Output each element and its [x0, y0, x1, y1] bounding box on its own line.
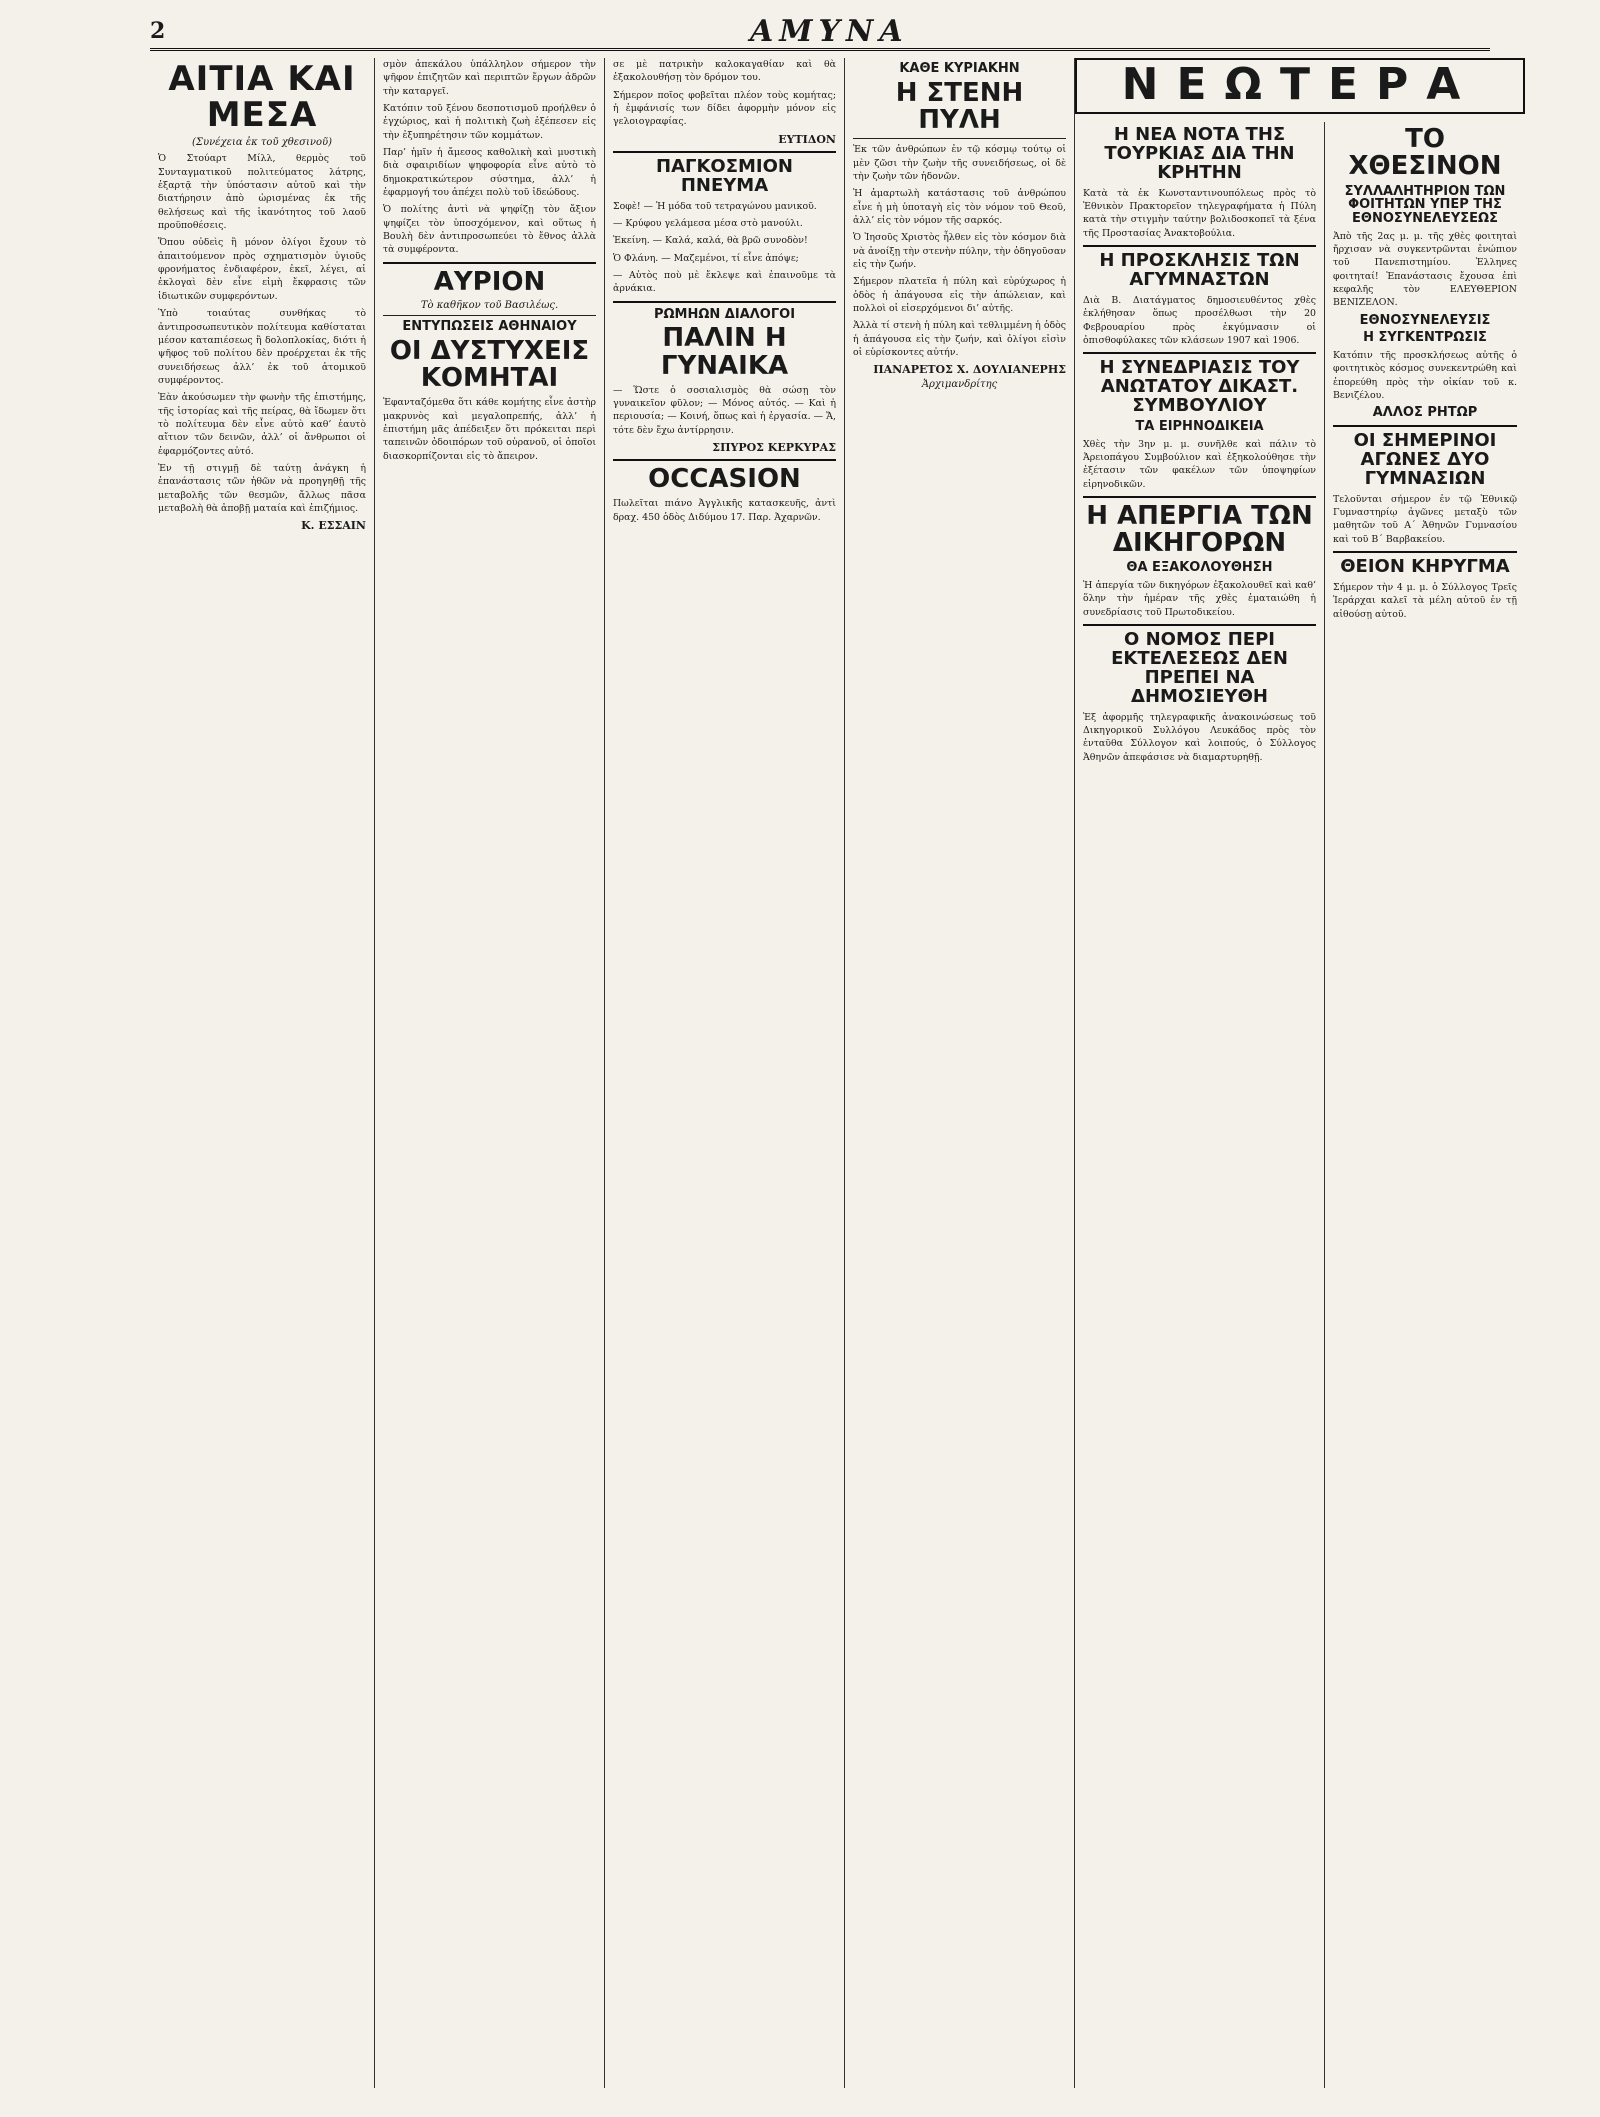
story-subhead: ΕΘΝΟΣΥΝΕΛΕΥΣΙΣ: [1359, 312, 1491, 328]
dialogue-line: Ὁ Φλάνη. — Μαζεμένοι, τί εἶνε ἀπόψε;: [613, 252, 799, 264]
ad-text: Πωλεῖται πιάνο Ἀγγλικῆς κατασκευῆς, ἀντὶ δραχ. 450 ὁδὸς Διδύμου 17. Παρ. Ἀχαρνῶν.: [613, 498, 836, 523]
dialogue-line: Ἐκείνη. — Καλά, καλά, θὰ βρῶ συνοδὸν!: [613, 235, 808, 247]
column-title: ΠΑΛΙΝ Η ΓΥΝΑΙΚΑ: [660, 323, 789, 381]
paragraph: Ὑπὸ τοιαύτας συνθήκας τὸ ἀντιπροσωπευτικὸν πολίτευμα καθίσταται μέσον καταπιέσεως ἢ δολοπλοκίας, διότι ἡ ψῆφος τοῦ πολίτου δὲν προέρχεται ἐκ τῆς συνειδήσεως ἀλλ’ ἐκ τοῦ ἀτομικοῦ συμφέροντος.: [158, 308, 366, 386]
notice-text: Τὸ καθῆκον τοῦ Βασιλέως.: [420, 300, 559, 312]
paragraph: Σήμερον τὴν 4 μ. μ. ὁ Σύλλογος Τρεῖς Ἱεράρχαι καλεῖ τὰ μέλη αὐτοῦ ἐν τῇ αἰθούσῃ αὐτοῦ.: [1333, 581, 1517, 620]
ad-title: OCCASION: [648, 464, 801, 495]
paragraph: σμὸν ἀπεκάλου ὑπάλληλον σήμερον τὴν ψῆφον ἐπιζητῶν καὶ περιπτῶν ἔργων ἀδρῶν τὴν καταργεῖ.: [383, 59, 596, 97]
paragraph: — Ὥστε ὁ σοσιαλισμὸς θὰ σώσῃ τὸν γυναικεῖον φῦλον; — Μόνος αὐτός. — Καὶ ἡ περιουσία; — Κοινή, ὅπως καὶ ἡ ἐργασία. — Ἄ, τότε δὲν ἔχω ἀντίρρησιν.: [613, 384, 836, 436]
story-title: Η ΝΕΑ ΝΟΤΑ ΤΗΣ ΤΟΥΡΚΙΑΣ ΔΙΑ ΤΗΝ ΚΡΗΤΗΝ: [1104, 124, 1295, 183]
paragraph: Ἡ ἁμαρτωλὴ κατάστασις τοῦ ἀνθρώπου εἶνε ἡ μὴ ὑποταγὴ εἰς τὸν νόμον τοῦ Θεοῦ, ἀλλ’ εἰς τὸν νόμον τῆς σαρκός.: [853, 188, 1066, 226]
dialogue-line: — Αὐτὸς ποὺ μὲ ἔκλεψε καὶ ἐπαινοῦμε τὰ ἀρνάκια.: [613, 269, 836, 295]
story-title: Η ΠΡΟΣΚΛΗΣΙΣ ΤΩΝ ΑΓΥΜΝΑΣΤΩΝ: [1099, 250, 1300, 290]
feature-title: ΟΙ ΔΥΣΤΥΧΕΙΣ ΚΟΜΗΤΑΙ: [389, 335, 590, 394]
signature: ΠΑΝΑΡΕΤΟΣ Χ. ΔΟΥΛΙΑΝΕΡΗΣ: [873, 363, 1066, 377]
paragraph: Κατόπιν τοῦ ξένου δεσποτισμοῦ προήλθεν ὁ ἐγχώριος, καὶ ἡ πολιτικὴ ζωὴ ἐξέπεσεν εἰς τὴν ἐξυπηρέτησιν τῶν κομμάτων.: [383, 103, 596, 141]
divider: [1083, 352, 1316, 354]
story-subtitle: ΘΑ ΕΞΑΚΟΛΟΥΘΗΣΗ: [1126, 560, 1273, 576]
masthead: [150, 14, 1490, 51]
story-title: Η ΑΠΕΡΓΙΑ ΤΩΝ ΔΙΚΗΓΟΡΩΝ: [1086, 500, 1313, 559]
paragraph: Ὅπου οὐδεὶς ἢ μόνον ὀλίγοι ἔχουν τὸ ἀπαιτούμενον πρὸς σχηματισμὸν ὑγιοῦς φρονήματος ἐνδιαφέρον, ἐκεῖ, λέγει, αἱ ἐκλογαὶ δὲν εἶνε εἰμὴ ἔκφρασις τῶν ἰδιωτικῶν συμφερόντων.: [158, 237, 366, 302]
story-subhead: Η ΣΥΓΚΕΝΤΡΩΣΙΣ: [1363, 330, 1487, 346]
paragraph: Ἐφανταζόμεθα ὅτι κάθε κομήτης εἶνε ἀστὴρ μακρυνὸς καὶ μεγαλοπρεπής, ἀλλ’ ἡ ἐπιστήμη μᾶς ἀπέδειξεν ὅτι πρόκειται περὶ ταπεινῶν ὁδοιπόρων τοῦ οὐρανοῦ, οἱ ὁποῖοι διασκορπίζονται εἰς τὸ ἄπειρον.: [383, 397, 596, 462]
signature-role: Ἀρχιμανδρίτης: [921, 379, 998, 391]
dialogue-line: — Κρύφου γελάμεσα μέσα στὸ μανούλι.: [613, 217, 803, 229]
story-subtitle: ΤΑ ΕΙΡΗΝΟΔΙΚΕΙΑ: [1135, 418, 1264, 434]
divider: [613, 301, 836, 303]
article-title: Η ΣΤΕΝΗ ΠΥΛΗ: [895, 77, 1024, 135]
divider: [613, 151, 836, 153]
dialogue-line: Σοφὲ! — Ἡ μόδα τοῦ τετραγώνου μανικοῦ.: [613, 200, 817, 212]
article-kicker: ΚΑΘΕ ΚΥΡΙΑΚΗΝ: [899, 61, 1020, 76]
story-title: ΟΙ ΣΗΜΕΡΙΝΟΙ ΑΓΩΝΕΣ ΔΥΟ ΓΥΜΝΑΣΙΩΝ: [1353, 429, 1497, 489]
paragraph: Κατὰ τὰ ἐκ Κωνσταντινουπόλεως πρὸς τὸ Ἐθνικὸν Πρακτορεῖον τηλεγραφήματα ἡ Πύλη κατὰ τὴν στιγμὴν ταύτην βολιδοσκοπεῖ τὰ ξένα τῆς Προστασίας Ἀνακτοβούλια.: [1083, 187, 1316, 239]
story-title: ΤΟ ΧΘΕΣΙΝΟΝ: [1348, 124, 1502, 182]
paragraph: Κατόπιν τῆς προσκλήσεως αὐτῆς ὁ φοιτητικὸς κόσμος συνεκεντρώθη καὶ ἐπορεύθη πρὸς τὴν οἰκίαν τοῦ κ. Βενιζέλου.: [1333, 349, 1517, 401]
divider: [853, 138, 1066, 139]
paragraph: Ἀπὸ τῆς 2ας μ. μ. τῆς χθὲς φοιτηταὶ ἤρχισαν νὰ συγκεντρῶνται ἐνώπιον τοῦ Πανεπιστημίου. Ἑλληνες φοιτηταί! Ἐπανάστασις ἔχουσα ἐπὶ κεφαλῆς τὸν ΕΛΕΥΘΕΡΙΟΝ ΒΕΝΙΖΕΛΟΝ.: [1333, 230, 1517, 309]
paragraph: Τελοῦνται σήμερον ἐν τῷ Ἐθνικῷ Γυμναστηρίῳ ἀγῶνες μεταξὺ τῶν μαθητῶν τοῦ Α΄ Ἀθηνῶν Γυμνασίου καὶ τοῦ Β΄ Βαρβακείου.: [1333, 493, 1517, 545]
paragraph: Ἐξ ἀφορμῆς τηλεγραφικῆς ἀνακοινώσεως τοῦ Δικηγορικοῦ Συλλόγου Λευκάδος πρὸς τὸν ἐνταῦθα Σύλλογον καὶ λοιπούς, ὁ Σύλλογος Ἀθηνῶν ἀπεφάσισε νὰ διαμαρτυρηθῇ.: [1083, 711, 1316, 763]
section-title: ΠΑΓΚΟΣΜΙΟΝ ΠΝΕΥΜΑ: [656, 155, 793, 196]
story-title: Η ΣΥΝΕΔΡΙΑΣΙΣ ΤΟΥ ΑΝΩΤΑΤΟΥ ΔΙΚΑΣΤ. ΣΥΜΒΟΥΛΙΟΥ: [1099, 357, 1300, 416]
column-1: [150, 58, 375, 2088]
signature: ΕΥΤΙΔΟΝ: [778, 132, 836, 146]
story-subhead: ΑΛΛΟΣ ΡΗΤΩΡ: [1372, 405, 1478, 421]
paragraph: Ὁ Ἰησοῦς Χριστὸς ἦλθεν εἰς τὸν κόσμον διὰ νὰ ἀνοίξῃ τὴν στενὴν πύλην, τὴν ὁδηγοῦσαν εἰς τὴν ζωήν.: [853, 232, 1066, 270]
column-5: [1075, 122, 1325, 2088]
divider: [1333, 551, 1517, 553]
notice-title: ΑΥΡΙΟΝ: [433, 266, 546, 297]
news-banner: [1075, 58, 1525, 114]
paragraph: Ἐὰν ἀκούσωμεν τὴν φωνὴν τῆς ἐπιστήμης, τῆς ἱστορίας καὶ τῆς πείρας, θὰ ἴδωμεν ὅτι τὸ πολίτευμα δὲν εἶνε αὐτὸ καθ’ ἑαυτὸ αἴτιον τῶν δεινῶν, ἀλλ’ οἱ ἄνθρωποι οἱ ἐφαρμόζοντες αὐτό.: [158, 392, 366, 457]
divider: [1083, 624, 1316, 626]
signature: ΣΠΥΡΟΣ ΚΕΡΚΥΡΑΣ: [712, 441, 836, 455]
page-number: 2: [150, 18, 166, 44]
divider: [383, 262, 596, 264]
paragraph: Ἡ ἀπεργία τῶν δικηγόρων ἐξακολουθεῖ καὶ καθ’ ὅλην τὴν ἡμέραν τῆς χθὲς ἐματαιώθη ἡ συνεδρίασις τοῦ Πρωτοδικείου.: [1083, 580, 1316, 618]
paragraph: Ἀλλὰ τί στενὴ ἡ πύλη καὶ τεθλιμμένη ἡ ὁδὸς ἡ ἀπάγουσα εἰς τὴν ζωήν, καὶ ὀλίγοι εἰσὶν οἱ εὑρίσκοντες αὐτήν.: [853, 320, 1066, 359]
paragraph: Ὁ πολίτης ἀντὶ νὰ ψηφίζῃ τὸν ἄξιον ψηφίζει τὸν ὑποσχόμενον, καὶ οὕτως ἡ Βουλὴ δὲν ἀντιπροσωπεύει τὸ ἔθνος ἀλλὰ τὰ συμφέροντα.: [383, 204, 596, 256]
story-title: ΘΕΙΟΝ ΚΗΡΥΓΜΑ: [1340, 555, 1510, 577]
article-subtitle: (Συνέχεια ἐκ τοῦ χθεσινοῦ): [192, 137, 332, 149]
story-subtitle: ΣΥΛΛΑΛΗΤΗΡΙΟΝ ΤΩΝ ΦΟΙΤΗΤΩΝ ΥΠΕΡ ΤΗΣ ΕΘΝΟΣΥΝΕΛΕΥΣΕΩΣ: [1344, 183, 1506, 226]
paragraph: Χθὲς τὴν 3ην μ. μ. συνῆλθε καὶ πάλιν τὸ Ἀρειοπάγου Συμβούλιον καὶ ἐξηκολούθησε τὴν ἐξέτασιν τῶν φακέλων τῶν ὑποψηφίων εἰρηνοδικῶν.: [1083, 438, 1316, 490]
column-4: [845, 58, 1075, 2088]
story-title: Ο ΝΟΜΟΣ ΠΕΡΙ ΕΚΤΕΛΕΣΕΩΣ ΔΕΝ ΠΡΕΠΕΙ ΝΑ ΔΗΜΟΣΙΕΥΘΗ: [1111, 629, 1288, 707]
column-kicker: ΡΩΜΗΩΝ ΔΙΑΛΟΓΟΙ: [653, 306, 796, 322]
news-banner-title: ΝΕΩΤΕΡΑ: [1121, 59, 1479, 110]
column-6: [1325, 122, 1525, 2088]
article-title: ΑΙΤΙΑ ΚΑΙ ΜΕΣΑ: [168, 59, 356, 135]
divider: [613, 459, 836, 461]
paragraph: Διὰ Β. Διατάγματος δημοσιευθέντος χθὲς ἐκλήθησαν ὅπως προσέλθωσι τὴν 20 Φεβρουαρίου πρὸς ἐκγύμνασιν οἱ ὀπισθοφύλακες τῶν κλάσεων 1907 καὶ 1906.: [1083, 294, 1316, 346]
paragraph: Σήμερον πλατεῖα ἡ πύλη καὶ εὐρύχωρος ἡ ὁδὸς ἡ ἀπάγουσα εἰς τὴν ἀπώλειαν, καὶ πολλοὶ οἱ εἰσερχόμενοι δι’ αὐτῆς.: [853, 276, 1066, 315]
divider: [1083, 496, 1316, 498]
signature: Κ. ΕΣΣΑΙΝ: [301, 519, 366, 533]
paragraph: Ἐν τῇ στιγμῇ δὲ ταύτῃ ἀνάγκη ἡ ἐπανάστασις τῶν ἠθῶν νὰ προηγηθῇ τῆς μεταβολῆς τῶν θεσμῶν, ἄλλως πᾶσα μεταβολὴ θὰ ἀποβῇ ματαία καὶ ἐπιζήμιος.: [158, 462, 366, 514]
column-2: [375, 58, 605, 2088]
paragraph: Ὁ Στούαρτ Μίλλ, θερμὸς τοῦ Συνταγματικοῦ πολιτεύματος λάτρης, ἐξαρτᾷ τὴν ὑπόστασιν αὐτοῦ καὶ τὴν διατήρησιν ἀπὸ ὡρισμένας ἐκ τῆς θελήσεως καὶ τῆς ἱκανότητος τοῦ λαοῦ προϋποθέσεις.: [158, 153, 366, 232]
paragraph: Σήμερον ποῖος φοβεῖται πλέον τοὺς κομήτας; ἡ ἐμφάνισίς των δίδει ἀφορμὴν μόνον εἰς γελοιογραφίας.: [613, 89, 836, 128]
paragraph: σε μὲ πατρικὴν καλοκαγαθίαν καὶ θὰ ἐξακολουθήσῃ τὸν δρόμον του.: [613, 59, 836, 84]
divider: [1333, 425, 1517, 427]
column-3: [605, 58, 845, 2088]
paragraph: Παρ’ ἡμῖν ἡ ἄμεσος καθολικὴ καὶ μυστικὴ διὰ σφαιριδίων ψηφοφορία εἶνε αὐτὸ τὸ δημοκρατικώτερον σύστημα, ἀλλ’ ἡ ἐφαρμογή του ἀπέχει πολὺ τοῦ ἰδεώδους.: [383, 147, 596, 199]
paper-name: ΑΜΥΝΑ: [750, 14, 909, 49]
paragraph: Ἐκ τῶν ἀνθρώπων ἐν τῷ κόσμῳ τούτῳ οἱ μὲν ζῶσι τὴν ζωὴν τῆς συνειδήσεως, οἱ δὲ τὴν ζωὴν τῶν ἡδονῶν.: [853, 144, 1066, 182]
divider: [383, 315, 596, 316]
divider: [1083, 245, 1316, 247]
feature-kicker: ΕΝΤΥΠΩΣΕΙΣ ΑΘΗΝΑΙΟΥ: [402, 319, 577, 335]
